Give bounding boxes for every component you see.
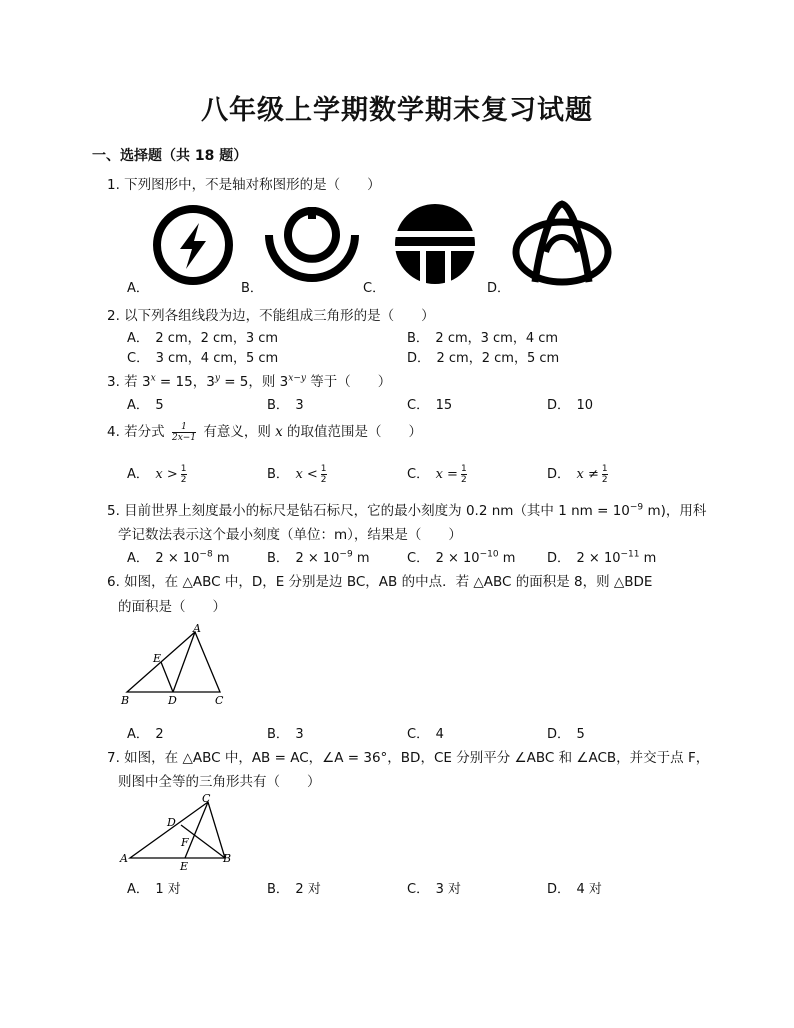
label-point-e: E <box>180 860 189 873</box>
q4-option-c[interactable]: C． x = $\frac{1}{2}$ <box>407 464 467 485</box>
cup-emblem-icon <box>265 205 360 287</box>
triangle-figure-q6 <box>115 620 235 710</box>
q4-option-d[interactable]: D． x ≠ $\frac{1}{2}$ <box>547 464 608 485</box>
question-4-stem: 4. 若分式 $\frac{1}{2x-1}$ 有意义，则 x 的取值范围是（ ） <box>107 421 423 443</box>
label-point-c: C <box>202 792 211 805</box>
q6-option-d[interactable]: D． 5 <box>547 727 585 742</box>
q3-option-b[interactable]: B． 3 <box>267 398 304 413</box>
label-point-b: B <box>223 852 232 865</box>
arch-emblem-icon <box>510 200 614 290</box>
q2-option-d[interactable]: D． 2 cm，2 cm，5 cm <box>407 351 560 366</box>
label-point-d: D <box>167 816 176 829</box>
q1-option-d[interactable]: D． <box>487 281 511 296</box>
q3-option-d[interactable]: D． 10 <box>547 398 594 413</box>
split-disc-icon <box>393 203 481 285</box>
question-1-stem: 1. 下列图形中，不是轴对称图形的是（ ） <box>107 177 381 193</box>
label-point-f: F <box>181 836 189 849</box>
q5-option-a[interactable]: A． $2 \times 10^{-8}$ m <box>127 549 230 566</box>
q5-option-c[interactable]: C． $2 \times 10^{-10}$ m <box>407 549 516 566</box>
q1-option-a[interactable]: A． <box>127 281 149 296</box>
question-6-line-2: 的面积是（ ） <box>118 599 226 615</box>
question-5-line-1: 5. 目前世界上刻度最小的标尺是钻石标尺，它的最小刻度为 0.2 nm（其中 1 nm = $10^{-9}$ m)，用科 <box>107 502 707 519</box>
q7-option-d[interactable]: D． 4 对 <box>547 882 602 897</box>
q2-option-c[interactable]: C． 3 cm，4 cm，5 cm <box>127 351 279 366</box>
triangle-figure-q7 <box>115 790 240 875</box>
question-7-line-1: 7. 如图，在 △ABC 中，AB = AC，∠A = 36°，BD，CE 分别平分 ∠ABC 和 ∠ACB，并交于点 F， <box>107 750 710 766</box>
question-7-line-2: 则图中全等的三角形共有（ ） <box>118 774 321 790</box>
page-title: 八年级上学期数学期末复习试题 <box>201 95 593 126</box>
label-point-d: D <box>168 694 177 707</box>
q3-option-c[interactable]: C． 15 <box>407 398 453 413</box>
lightning-circle-icon <box>150 205 240 287</box>
q4-option-a[interactable]: A． x > $\frac{1}{2}$ <box>127 464 187 485</box>
q4-option-b[interactable]: B． x < $\frac{1}{2}$ <box>267 464 327 485</box>
question-2-stem: 2. 以下列各组线段为边，不能组成三角形的是（ ） <box>107 308 435 324</box>
fraction: $\frac{1}{2x-1}$ <box>171 421 197 443</box>
q6-option-c[interactable]: C． 4 <box>407 727 444 742</box>
q2-option-b[interactable]: B． 2 cm，3 cm，4 cm <box>407 331 559 346</box>
question-5-line-2: 学记数法表示这个最小刻度（单位：m），结果是（ ） <box>118 527 462 543</box>
label-point-e: E <box>153 652 162 665</box>
q1-option-c[interactable]: C． <box>363 281 386 296</box>
q5-option-b[interactable]: B． $2 \times 10^{-9}$ m <box>267 549 370 566</box>
q6-option-a[interactable]: A． 2 <box>127 727 164 742</box>
label-point-a: A <box>120 852 128 865</box>
question-6-line-1: 6. 如图，在 △ABC 中，D，E 分别是边 BC，AB 的中点．若 △ABC 的面积是 8，则 △BDE <box>107 574 653 590</box>
section-heading: 一、选择题（共 18 题） <box>92 148 248 164</box>
q2-option-a[interactable]: A． 2 cm，2 cm，3 cm <box>127 331 279 346</box>
question-3-stem: 3. 若 $3^x = 15$，$3^y = 5$，则 $3^{x-y}$ 等于（ ） <box>107 373 392 390</box>
q6-option-b[interactable]: B． 3 <box>267 727 304 742</box>
q7-option-c[interactable]: C． 3 对 <box>407 882 461 897</box>
label-point-c: C <box>215 694 224 707</box>
q5-option-d[interactable]: D． $2 \times 10^{-11}$ m <box>547 549 657 566</box>
q3-option-a[interactable]: A． 5 <box>127 398 164 413</box>
label-point-b: B <box>121 694 130 707</box>
q7-option-a[interactable]: A． 1 对 <box>127 882 181 897</box>
q7-option-b[interactable]: B． 2 对 <box>267 882 321 897</box>
q1-option-b[interactable]: B． <box>241 281 263 296</box>
label-point-a: A <box>193 622 201 635</box>
